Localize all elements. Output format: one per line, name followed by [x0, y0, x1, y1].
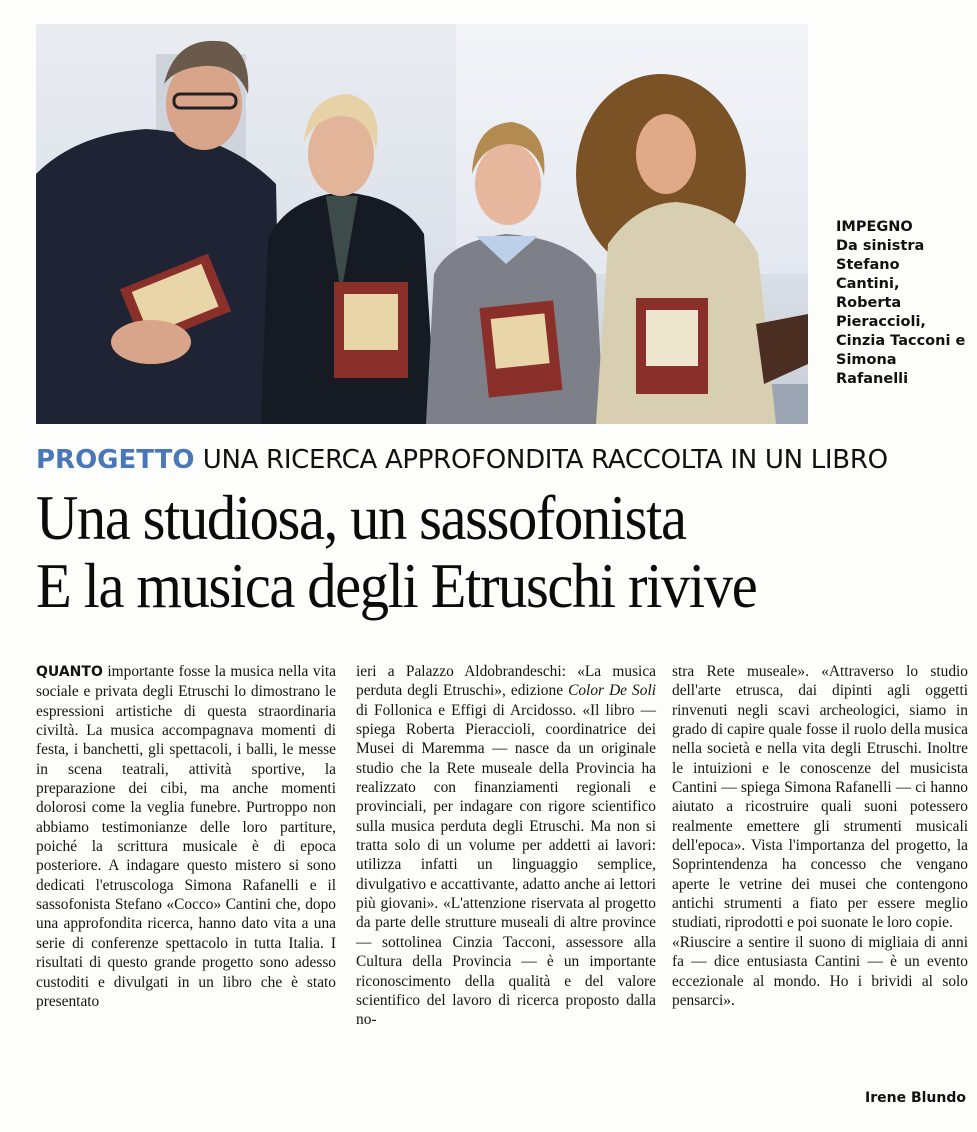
caption-text: Da sinistra Stefano Cantini, Roberta Pieraccioli, Cinzia Tacconi e Simona Rafanelli: [836, 238, 966, 387]
caption-label: IMPEGNO: [836, 219, 913, 235]
article-column-3: [672, 662, 968, 1010]
person-stefano-cantini: [36, 41, 281, 424]
headline: [36, 484, 966, 620]
column-3-text-b: «Riuscire a sentire il suono di migliaia di anni fa — dice entusiasta Cantini — è un evento eccezionale al mondo. Ho i brividi al solo pensarci».: [672, 933, 968, 1009]
byline: Irene Blundo: [865, 1090, 966, 1106]
publisher-name: Color De Soli: [568, 682, 656, 700]
column-2-text-a: ieri a Palazzo Aldobrandeschi: «La musica perduta degli Etruschi», edizione: [356, 663, 656, 700]
kicker: [36, 440, 966, 480]
article-column-1: [36, 662, 336, 1011]
column-1-text: importante fosse la musica nella vita sociale e privata degli Etruschi lo dimostrano le espressioni artistiche di questa straordinaria civiltà. La musica accompagnava momenti di festa, i banchetti, gli spettacoli, i balli, le messe in scena teatrali, attività sportive, la preparazione dei cibi, ma anche momenti dolorosi come la veglia funebre. Purtroppo non abbiamo testimonianze delle loro partiture, poiché la scrittura musicale è di epoca posteriore. A indagare questo mistero si sono dedicati l'etruscologa Simona Rafanelli e il sassofonista Stefano «Cocco» Cantini che, dopo una approfondita ricerca, hanno dato vita a una serie di conferenze spettacolo in tutta Italia. I risultati di questo grande progetto sono adesso custoditi e divulgati in un libro che è stato presentato: [36, 663, 336, 1010]
article-column-2: [356, 662, 656, 1030]
person-simona-rafanelli: [576, 74, 808, 424]
kicker-text: UNA RICERCA APPROFONDITA RACCOLTA IN UN LIBRO: [202, 445, 888, 475]
headline-line-1: Una studiosa, un sassofonista: [36, 483, 686, 553]
article-photo: [36, 24, 808, 424]
people-illustration: [36, 24, 808, 424]
person-roberta-pieraccioli: [261, 94, 436, 424]
lead-word: QUANTO: [36, 664, 103, 680]
photo-caption: [836, 218, 968, 389]
headline-line-2: E la musica degli Etruschi rivive: [36, 551, 757, 621]
column-3-text-a: stra Rete museale». «Attraverso lo studio dell'arte etrusca, dai dipinti agli oggetti rinvenuti negli scavi archeologici, siamo in grado di capire quale fosse il ruolo della musica nella società e nella vita degli Etruschi. Inoltre le intuizioni e le conoscenze del musicista Cantini — spiega Simona Rafanelli — ci hanno aiutato a ricostruire quali suoni potessero realmente emettere gli strumenti musicali dell'epoca». Vista l'importanza del progetto, la Soprintendenza ha concesso che vengano aperte le vetrine dei musei che contengono antichi strumenti a fiato per essere meglio studiati, riprodotti e poi suonate le loro copie.: [672, 663, 968, 932]
kicker-label: PROGETTO: [36, 445, 195, 475]
column-2-text-b: di Follonica e Effigi di Arcidosso. «Il libro — spiega Roberta Pieraccioli, coordinatrice dei Musei di Maremma — nasce da un originale studio che la Rete museale della Provincia ha realizzato con finanziamenti regionali e provinciali, per indagare con rigore scientifico sulla musica perduta degli Etruschi. Ma non si tratta solo di un volume per addetti ai lavori: utilizza infatti un linguaggio semplice, divulgativo e accattivante, adatto anche ai lettori più giovani». «L'attenzione riservata al progetto da parte delle strutture museali di altre province — sottolinea Cinzia Tacconi, assessore alla Cultura della Provincia — è un importante riconoscimento della qualità e del valore scientifico del lavoro di ricerca proposto dalla no-: [356, 701, 656, 1029]
